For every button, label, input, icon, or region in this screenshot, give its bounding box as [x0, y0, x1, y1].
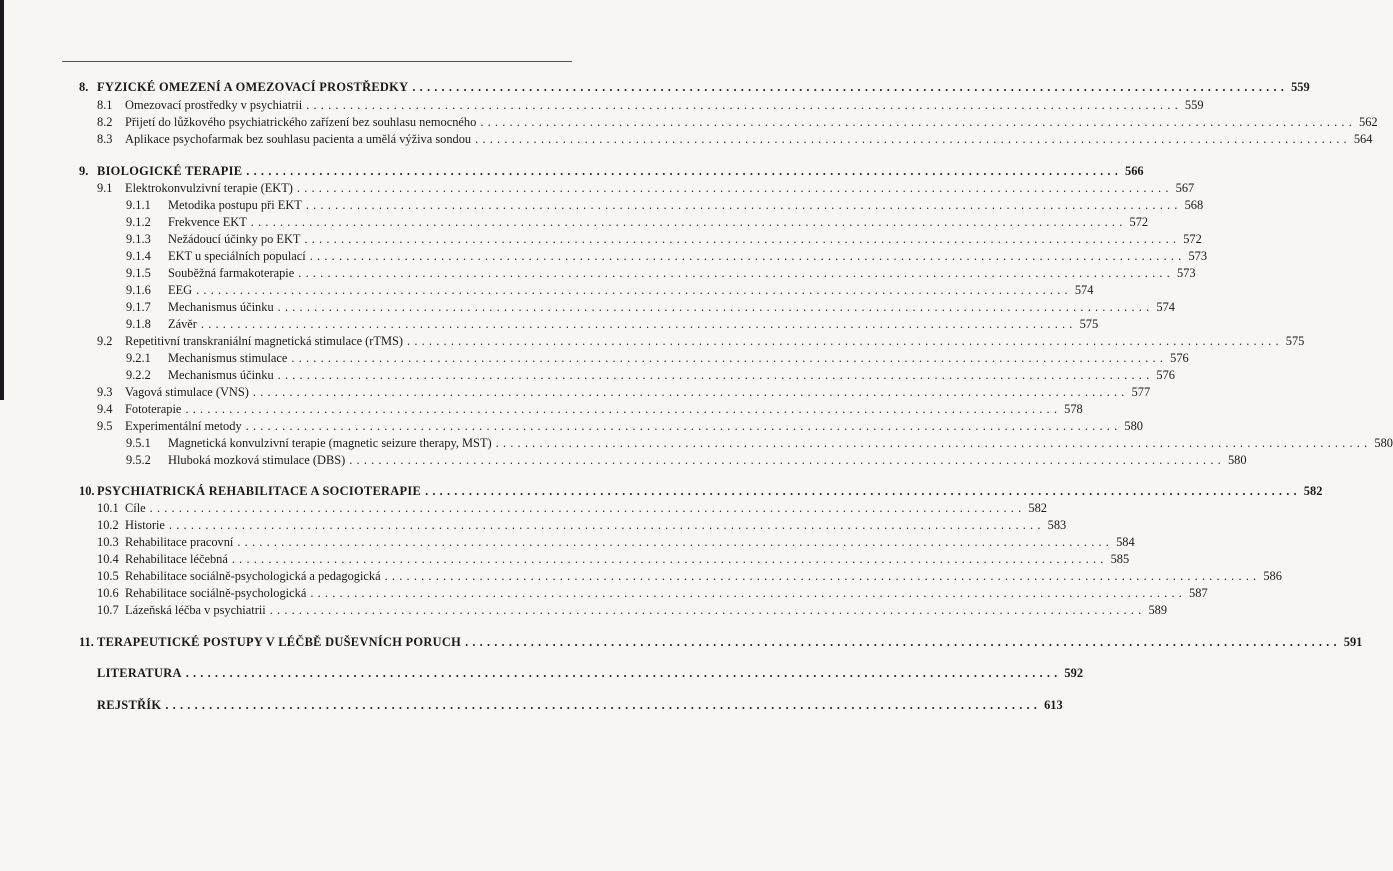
toc-page-number: 573: [1185, 248, 1207, 264]
toc-title: Lázeňská léčba v psychiatrii: [125, 602, 270, 618]
toc-row: [0, 500, 1047, 516]
toc-number: 9.2: [97, 334, 113, 348]
toc-title: Elektrokonvulzivní terapie (EKT): [125, 180, 297, 196]
toc-number: 8.2: [97, 115, 113, 129]
toc-row: [0, 418, 1143, 434]
toc-title: BIOLOGICKÉ TERAPIE: [97, 163, 246, 179]
toc-leader-dots: ........................................................................................................................: [298, 266, 1174, 280]
toc-page-number: 562: [1356, 114, 1378, 130]
toc-leader-dots: ........................................................................................................................: [384, 569, 1261, 583]
toc-leader-dots: ........................................................................................................................: [291, 351, 1168, 365]
toc-leader-dots: ........................................................................................................................: [465, 635, 1341, 649]
toc-leader-dots: ........................................................................................................................: [304, 232, 1181, 246]
toc-page-number: 591: [1341, 634, 1363, 650]
toc-number: 10.4: [97, 552, 119, 566]
toc-number: 9.2.1: [126, 351, 151, 365]
toc-page-number: 574: [1153, 299, 1175, 315]
toc-page-number: 572: [1180, 231, 1202, 247]
toc-page-number: 580: [1225, 452, 1247, 468]
toc-title: FYZICKÉ OMEZENÍ A OMEZOVACÍ PROSTŘEDKY: [97, 79, 412, 95]
toc-row: [0, 299, 1175, 315]
toc-leader-dots: ........................................................................................................................: [168, 518, 1045, 532]
toc-page-number: 559: [1288, 79, 1310, 95]
toc-number: 9.: [79, 164, 89, 178]
toc-leader-dots: ........................................................................................................................: [349, 453, 1225, 467]
toc-number: 9.1.2: [126, 215, 151, 229]
toc-row: [0, 248, 1208, 264]
toc-number: 10.: [79, 484, 95, 498]
toc-page-number: 568: [1182, 197, 1204, 213]
toc-page-number: 559: [1182, 97, 1204, 113]
toc-page-number: 575: [1077, 316, 1099, 332]
header-rule: [62, 61, 572, 62]
toc-row: [0, 435, 1393, 451]
toc-title: Rehabilitace léčebná: [125, 551, 232, 567]
toc-number: 9.1.8: [126, 317, 151, 331]
toc-row: [0, 551, 1130, 567]
toc-number: 9.4: [97, 402, 113, 416]
toc-leader-dots: ........................................................................................................................: [480, 115, 1357, 129]
toc-number: 8.: [79, 80, 89, 94]
toc-number: 9.1.5: [126, 266, 151, 280]
toc-number: 9.3: [97, 385, 113, 399]
toc-title: Nežádoucí účinky po EKT: [168, 231, 304, 247]
toc-title: Mechanismus účinku: [168, 367, 278, 383]
toc-title: EEG: [168, 282, 196, 298]
toc-title: EKT u speciálních populací: [168, 248, 310, 264]
toc-chapter-row: [0, 634, 1363, 650]
toc-row: [0, 697, 1063, 713]
toc-number: 8.3: [97, 132, 113, 146]
toc-number: 9.1.3: [126, 232, 151, 246]
toc-page-number: 583: [1045, 517, 1067, 533]
toc-row: [0, 367, 1175, 383]
toc-leader-dots: ........................................................................................................................: [237, 535, 1114, 549]
toc-row: [0, 114, 1378, 130]
toc-leader-dots: ........................................................................................................................: [305, 198, 1182, 212]
toc-number: 10.1: [97, 501, 119, 515]
toc-leader-dots: ........................................................................................................................: [246, 164, 1123, 178]
toc-title: Metodika postupu při EKT: [168, 197, 306, 213]
toc-page-number: 567: [1173, 180, 1195, 196]
toc-row: [0, 197, 1204, 213]
toc-page-number: 613: [1041, 697, 1063, 713]
toc-page-number: 586: [1260, 568, 1282, 584]
toc-row: [0, 282, 1094, 298]
toc-page-number: 580: [1371, 435, 1393, 451]
toc-title: Mechanismus účinku: [168, 299, 278, 315]
toc-title: Aplikace psychofarmak bez souhlasu pacienta a umělá výživa sondou: [125, 131, 475, 147]
toc-leader-dots: ........................................................................................................................: [250, 215, 1127, 229]
toc-title: PSYCHIATRICKÁ REHABILITACE A SOCIOTERAPIE: [97, 483, 425, 499]
toc-leader-dots: ........................................................................................................................: [296, 181, 1173, 195]
toc-row: [0, 333, 1305, 349]
toc-title: Přijetí do lůžkového psychiatrického zařízení bez souhlasu nemocného: [125, 114, 480, 130]
toc-page-number: 587: [1186, 585, 1208, 601]
toc-leader-dots: ........................................................................................................................: [495, 436, 1372, 450]
toc-leader-dots: ........................................................................................................................: [475, 132, 1351, 146]
toc-number: 9.5.2: [126, 453, 151, 467]
toc-page-number: 585: [1108, 551, 1130, 567]
toc-title: Frekvence EKT: [168, 214, 251, 230]
toc-title: Experimentální metody: [125, 418, 246, 434]
toc-row: [0, 350, 1189, 366]
toc-row: [0, 401, 1083, 417]
toc-leader-dots: ........................................................................................................................: [412, 80, 1289, 94]
toc-number: 8.1: [97, 98, 113, 112]
toc-row: [0, 180, 1195, 196]
toc-title: Repetitivní transkraniální magnetická stimulace (rTMS): [125, 333, 407, 349]
toc-title: Rehabilitace sociálně-psychologická a pedagogická: [125, 568, 385, 584]
toc-leader-dots: ........................................................................................................................: [185, 402, 1062, 416]
toc-row: [0, 452, 1247, 468]
toc-page-number: 574: [1072, 282, 1094, 298]
toc-leader-dots: ........................................................................................................................: [200, 317, 1077, 331]
toc-number: 9.1.4: [126, 249, 151, 263]
toc-title: Rehabilitace pracovní: [125, 534, 237, 550]
toc-title: Historie: [125, 517, 169, 533]
toc-row: [0, 97, 1204, 113]
toc-row: [0, 665, 1084, 681]
toc-row: [0, 517, 1067, 533]
toc-title: TERAPEUTICKÉ POSTUPY V LÉČBĚ DUŠEVNÍCH PORUCH: [97, 634, 465, 650]
toc-number: 10.3: [97, 535, 119, 549]
toc-number: 11.: [79, 635, 94, 649]
toc-title: Vagová stimulace (VNS): [125, 384, 253, 400]
toc-leader-dots: ........................................................................................................................: [310, 586, 1187, 600]
toc-leader-dots: ........................................................................................................................: [277, 368, 1154, 382]
toc-page-number: 576: [1167, 350, 1189, 366]
toc-page-number: 584: [1113, 534, 1135, 550]
toc-number: 9.1.1: [126, 198, 151, 212]
toc-leader-dots: ........................................................................................................................: [245, 419, 1122, 433]
toc-title: REJSTŘÍK: [97, 697, 165, 713]
toc-page-number: 582: [1301, 483, 1323, 499]
toc-leader-dots: ........................................................................................................................: [309, 249, 1186, 263]
toc-title: Souběžná farmakoterapie: [168, 265, 298, 281]
toc-page-number: 575: [1283, 333, 1305, 349]
toc-row: [0, 384, 1151, 400]
toc-title: Cíle: [125, 500, 150, 516]
toc-row: [0, 534, 1135, 550]
toc-number: 9.5: [97, 419, 113, 433]
toc-row: [0, 602, 1168, 618]
toc-number: 9.1: [97, 181, 113, 195]
toc-leader-dots: ........................................................................................................................: [252, 385, 1129, 399]
toc-number: 10.5: [97, 569, 119, 583]
toc-page-number: 566: [1122, 163, 1144, 179]
toc-title: Hluboká mozková stimulace (DBS): [168, 452, 349, 468]
toc-chapter-row: [0, 483, 1323, 499]
toc-row: [0, 231, 1202, 247]
toc-page-number: 578: [1061, 401, 1083, 417]
toc-page-number: 572: [1127, 214, 1149, 230]
toc-leader-dots: ........................................................................................................................: [269, 603, 1146, 617]
toc-leader-dots: ........................................................................................................................: [277, 300, 1154, 314]
toc-leader-dots: ........................................................................................................................: [425, 484, 1301, 498]
toc-page-number: 564: [1351, 131, 1373, 147]
toc-leader-dots: ........................................................................................................................: [196, 283, 1072, 297]
toc-page-number: 573: [1174, 265, 1196, 281]
toc-row: [0, 265, 1196, 281]
toc-number: 9.5.1: [126, 436, 151, 450]
toc-leader-dots: ........................................................................................................................: [185, 666, 1062, 680]
toc-title: Rehabilitace sociálně-psychologická: [125, 585, 310, 601]
toc-number: 9.2.2: [126, 368, 151, 382]
toc-number: 9.1.6: [126, 283, 151, 297]
toc-title: Závěr: [168, 316, 201, 332]
toc-page-number: 589: [1145, 602, 1167, 618]
toc-row: [0, 214, 1149, 230]
toc-page-number: 576: [1153, 367, 1175, 383]
toc-page-number: 577: [1129, 384, 1151, 400]
toc-title: LITERATURA: [97, 665, 186, 681]
toc-page-number: 592: [1061, 665, 1083, 681]
toc-chapter-row: [0, 163, 1144, 179]
toc-leader-dots: ........................................................................................................................: [149, 501, 1026, 515]
toc-leader-dots: ........................................................................................................................: [306, 98, 1182, 112]
toc-title: Magnetická konvulzivní terapie (magnetic seizure therapy, MST): [168, 435, 496, 451]
toc-title: Fototerapie: [125, 401, 185, 417]
toc-number: 10.6: [97, 586, 119, 600]
toc-row: [0, 568, 1282, 584]
toc-title: Omezovací prostředky v psychiatrii: [125, 97, 306, 113]
toc-row: [0, 316, 1099, 332]
toc-row: [0, 131, 1373, 147]
toc-number: 10.7: [97, 603, 119, 617]
toc-leader-dots: ........................................................................................................................: [407, 334, 1283, 348]
toc-number: 10.2: [97, 518, 119, 532]
toc-title: Mechanismus stimulace: [168, 350, 291, 366]
toc-leader-dots: ........................................................................................................................: [231, 552, 1108, 566]
toc-row: [0, 585, 1208, 601]
toc-page-number: 582: [1025, 500, 1047, 516]
toc-chapter-row: [0, 79, 1310, 95]
toc-leader-dots: ........................................................................................................................: [165, 698, 1042, 712]
toc-number: 9.1.7: [126, 300, 151, 314]
toc-page-number: 580: [1121, 418, 1143, 434]
